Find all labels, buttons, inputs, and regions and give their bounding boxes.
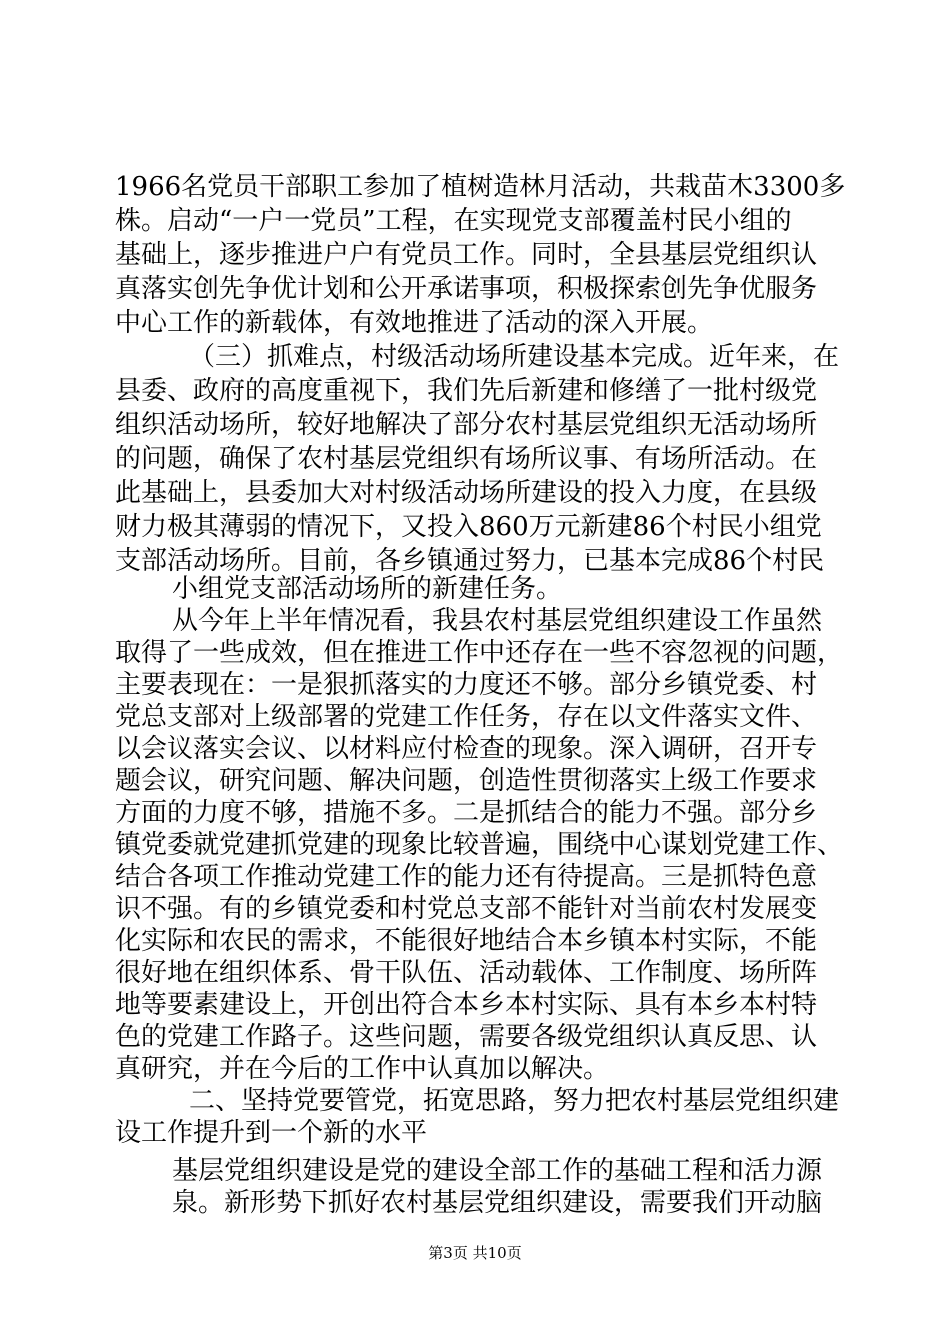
text-line: 泉。新形势下抓好农村基层党组织建设，需要我们开动脑: [172, 1188, 823, 1218]
text-line: 从今年上半年情况看，我县农村基层党组织建设工作虽然: [172, 606, 823, 636]
text-line: 识不强。有的乡镇党委和村党总支部不能针对当前农村发展变: [115, 894, 818, 924]
text-line: 中心工作的新载体，有效地推进了活动的深入开展。: [115, 308, 714, 338]
text-line: 组织活动场所，较好地解决了部分农村基层党组织无活动场所: [115, 410, 818, 440]
text-line: 真落实创先争优计划和公开承诺事项，积极探索创先争优服务: [115, 274, 818, 304]
text-line: 此基础上，县委加大对村级活动场所建设的投入力度，在县级: [115, 478, 818, 508]
text-line: 化实际和农民的需求，不能很好地结合本乡镇本村实际，不能: [115, 926, 818, 956]
text-line: 色的党建工作路子。这些问题，需要各级党组织认真反思、认: [115, 1022, 818, 1052]
text-line: 财力极其薄弱的情况下，又投入860万元新建86个村民小组党: [115, 512, 822, 542]
text-line: 小组党支部活动场所的新建任务。: [172, 574, 563, 604]
text-line: 党总支部对上级部署的党建工作任务，存在以文件落实文件、: [115, 702, 818, 732]
text-line: 真研究，并在今后的工作中认真加以解决。: [115, 1054, 610, 1084]
text-line: 基层党组织建设是党的建设全部工作的基础工程和活力源: [172, 1156, 823, 1186]
text-line: 结合各项工作推动党建工作的能力还有待提高。三是抓特色意: [115, 862, 818, 892]
text-line: 的问题，确保了农村基层党组织有场所议事、有场所活动。在: [115, 444, 818, 474]
text-line: 基础上，逐步推进户户有党员工作。同时，全县基层党组织认: [115, 240, 818, 270]
text-line: 主要表现在：一是狠抓落实的力度还不够。部分乡镇党委、村: [115, 670, 818, 700]
text-line: 很好地在组织体系、骨干队伍、活动载体、工作制度、场所阵: [115, 958, 818, 988]
text-line: 设工作提升到一个新的水平: [115, 1118, 428, 1148]
text-line: 县委、政府的高度重视下，我们先后新建和修缮了一批村级党: [115, 376, 818, 406]
text-line: 1966名党员干部职工参加了植树造林月活动，共栽苗木3300多: [115, 172, 846, 202]
text-line: 二、坚持党要管党，拓宽思路，努力把农村基层党组织建: [189, 1086, 840, 1116]
text-line: 题会议，研究问题、解决问题，创造性贯彻落实上级工作要求: [115, 766, 818, 796]
text-line: 地等要素建设上，开创出符合本乡本村实际、具有本乡本村特: [115, 990, 818, 1020]
text-line: 方面的力度不够，措施不多。二是抓结合的能力不强。部分乡: [115, 798, 818, 828]
page-footer: 第3页 共10页: [428, 1244, 522, 1262]
text-line: 支部活动场所。目前，各乡镇通过努力，已基本完成86个村民: [115, 546, 825, 576]
text-line: 镇党委就党建抓党建的现象比较普遍，围绕中心谋划党建工作、: [115, 830, 844, 860]
text-line: 取得了一些成效，但在推进工作中还存在一些不容忽视的问题，: [115, 638, 844, 668]
text-line: 株。启动“一户一党员”工程，在实现党支部覆盖村民小组的: [115, 206, 792, 236]
text-line: （三）抓难点，村级活动场所建设基本完成。近年来，在: [189, 342, 840, 372]
text-line: 以会议落实会议、以材料应付检查的现象。深入调研，召开专: [115, 734, 818, 764]
